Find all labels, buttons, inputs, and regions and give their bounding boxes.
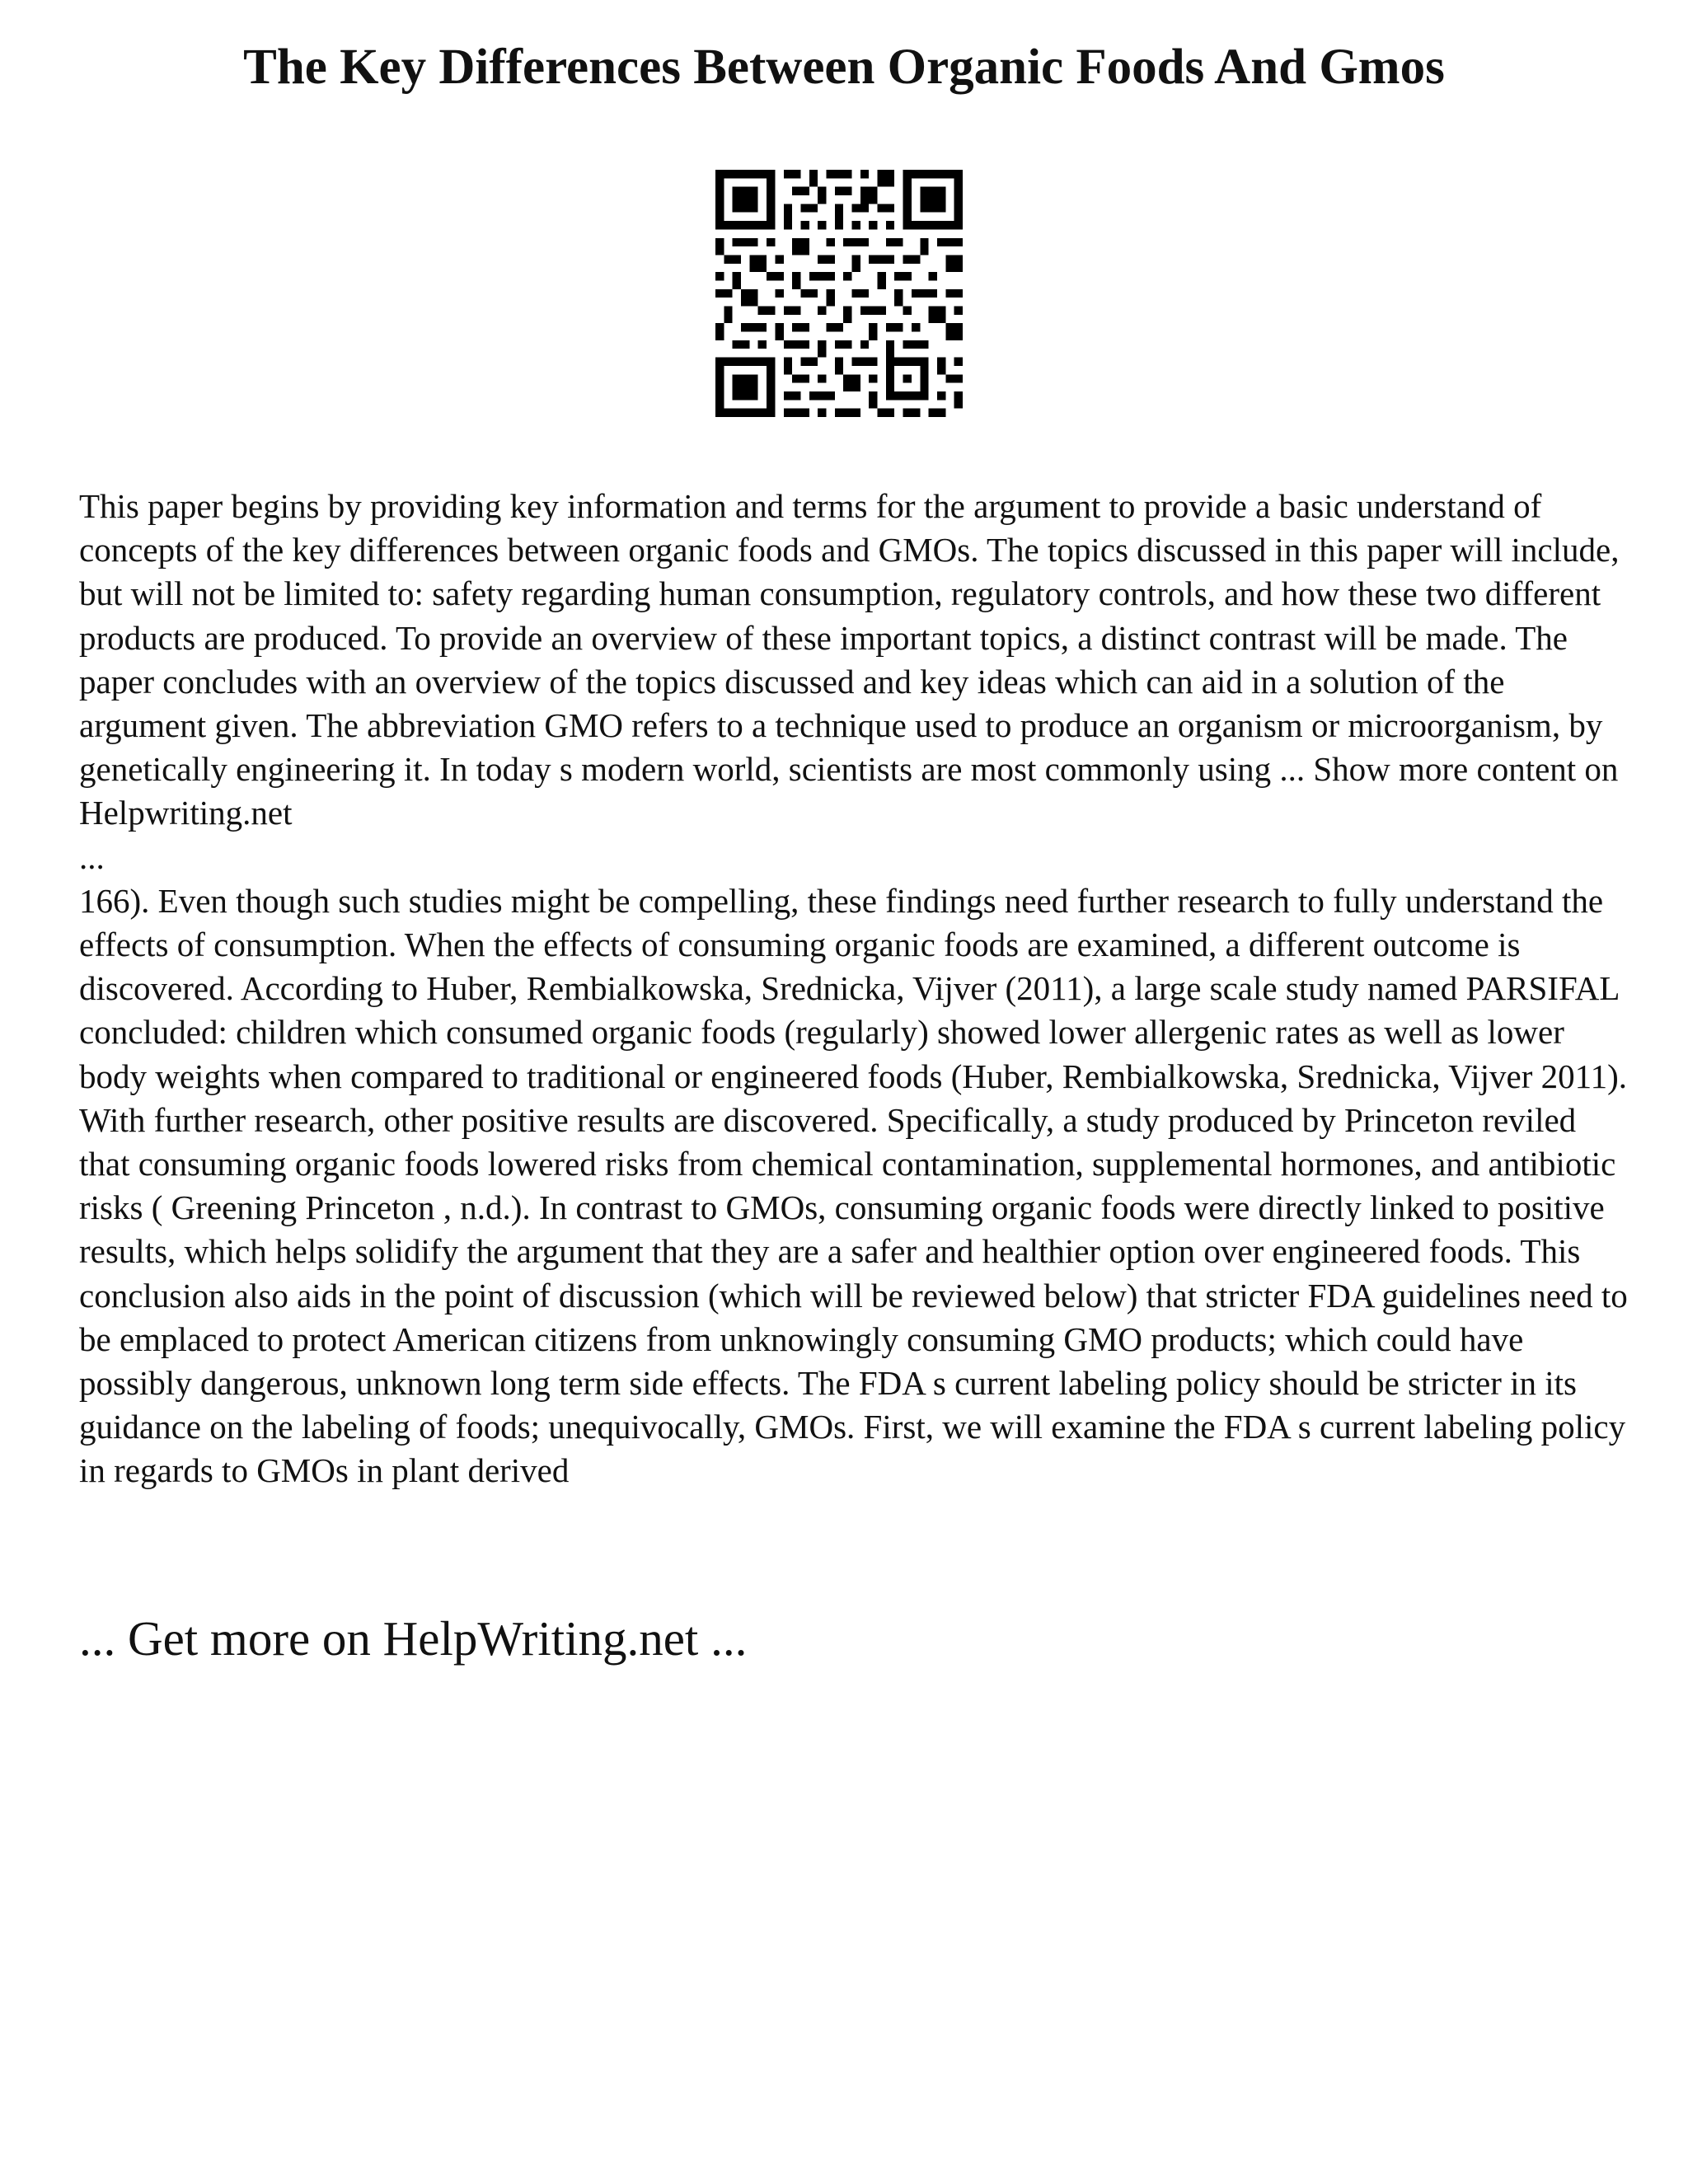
page-title: The Key Differences Between Organic Foods And Gmos [243,40,1445,95]
paragraph-intro: This paper begins by providing key information and terms for the argument to provide a basic understand of concepts of the key differences between organic foods and GMOs. The topics discussed in this paper will include, but will not be limited to: safety regarding human consumption, regulatory controls, and how these two different products are produced. To provide an overview of these important topics, a distinct contrast will be made. The paper concludes with an overview of the topics discussed and key ideas which can aid in a solution of the argument given. The abbreviation GMO refers to a technique used to produce an organism or microorganism, by genetically engineering it. In today s modern world, scientists are most commonly using ... Show more content on Helpwriting.net [79,487,1620,832]
body-text [79,485,1629,1493]
qr-code-icon [715,170,963,417]
paragraph-continued: 166). Even though such studies might be compelling, these findings need further research to fully understand the effects of consumption. When the effects of consuming organic foods are examined, a different outcome is discovered. According to Huber, Rembialkowska, Srednicka, Vijver (2011), a large scale study named PARSIFAL concluded: children which consumed organic foods (regularly) showed lower allergenic rates as well as lower body weights when compared to traditional or engineered foods (Huber, Rembialkowska, Srednicka, Vijver 2011). With further research, other positive results are discovered. Specifically, a study produced by Princeton reviled that consuming organic foods lowered risks from chemical contamination, supplemental hormones, and antibiotic risks ( Greening Princeton , n.d.). In contrast to GMOs, consuming organic foods were directly linked to positive results, which helps solidify the argument that they are a safer and healthier option over engineered foods. This conclusion also aids in the point of discussion (which will be reviewed below) that stricter FDA guidelines need to be emplaced to protect American citizens from unknowingly consuming GMO products; which could have possibly dangerous, unknown long term side effects. The FDA s current labeling policy should be stricter in its guidance on the labeling of foods; unequivocally, GMOs. First, we will examine the FDA s current labeling policy in regards to GMOs in plant derived [79,881,1628,1490]
ellipsis-line: ... [79,837,105,876]
get-more-link[interactable]: ... Get more on HelpWriting.net ... [79,1611,748,1666]
